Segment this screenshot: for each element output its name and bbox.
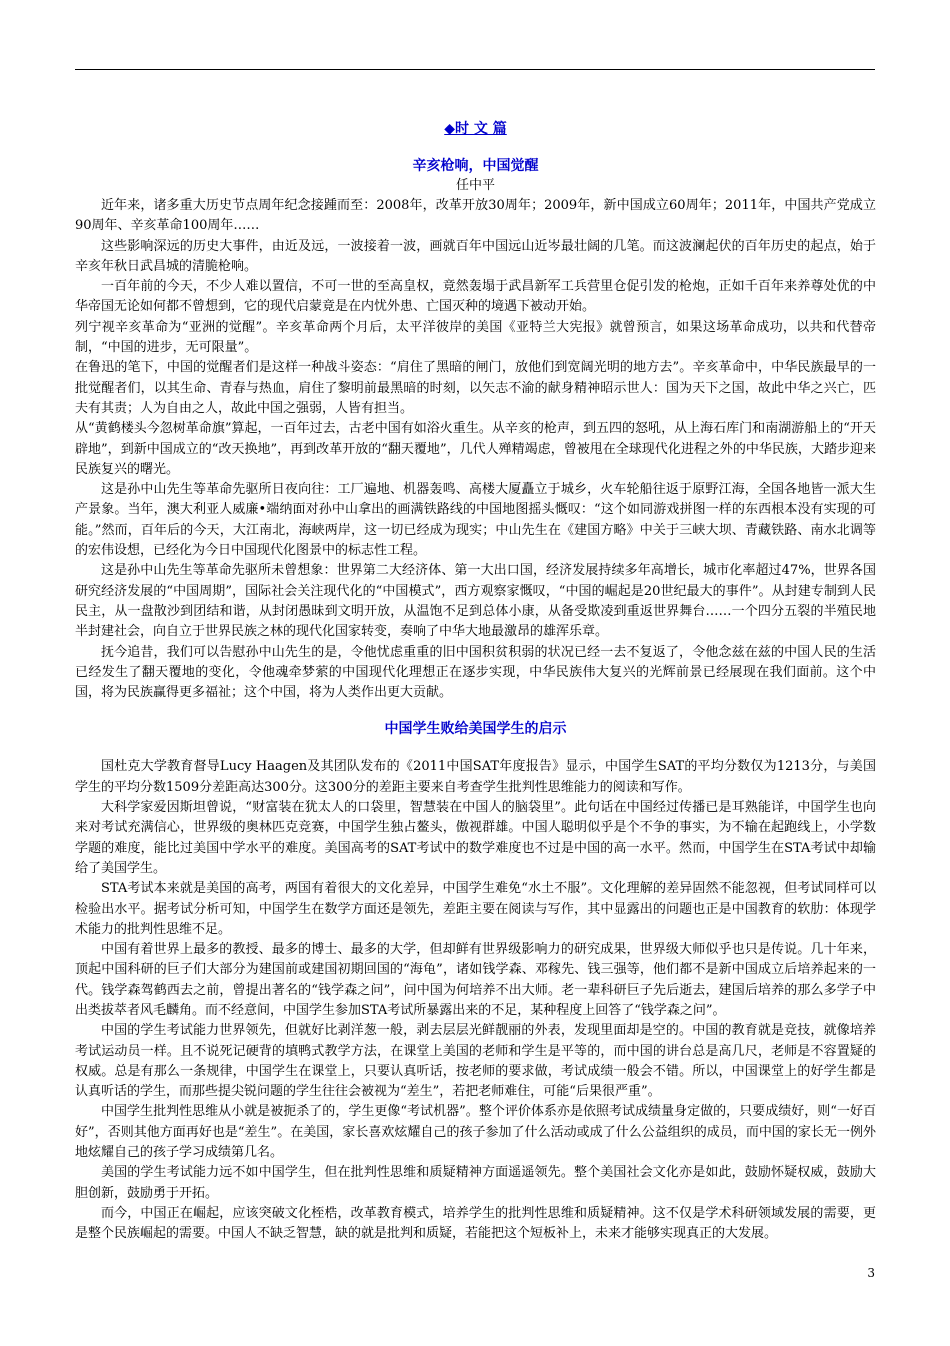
article-title-2: 中国学生败给美国学生的启示 bbox=[384, 721, 567, 738]
paragraph: 在鲁迅的笔下，中国的觉醒者们是这样一种战斗姿态：“肩住了黑暗的闸门，放他们到宽阔光明的地方去”。辛亥革命中，中华民族最早的一批觉醒者们，以其生命、青春与热血，肩住了黎明前最黑暗的时刻，以矢志不渝的献身精神昭示世人：国为天下之国，故此中华之兴亡，匹夫有其责；人为自由之人，故此中国之强弱，人皆有担当。 bbox=[75, 360, 876, 416]
page-content bbox=[75, 118, 876, 1245]
section-heading: ◆时 文 篇 bbox=[444, 121, 507, 137]
page-number: 3 bbox=[867, 1266, 875, 1280]
paragraph: 国杜克大学教育督导Lucy Haagen及其团队发布的《2011中国SAT年度报告》显示，中国学生SAT的平均分数仅为1213分，与美国学生的平均分数1509分差距高达300分。这300分的差距主要来自考查学生批判性思维能力的阅读和写作。 bbox=[75, 759, 876, 795]
paragraph: 这是孙中山先生等革命先驱所日夜向往：工厂遍地、机器轰鸣、高楼大厦矗立于城乡，火车轮船往返于原野江海，全国各地皆一派大生产景象。当年，澳大利亚人威廉•端纳面对孙中山拿出的画满铁路线的中国地图摇头慨叹：“这个如同游戏拼图一样的东西根本没有实现的可能。”然而，百年后的今天，大江南北，海峡两岸，这一切已经成为现实；中山先生在《建国方略》中关于三峡大坝、青藏铁路、南水北调等的宏伟设想，已经化为今日中国现代化图景中的标志性工程。 bbox=[75, 482, 876, 559]
paragraph: 抚今追昔，我们可以告慰孙中山先生的是，令他忧虑重重的旧中国积贫积弱的状况已经一去不复返了，令他念兹在兹的中国人民的生活已经发生了翻天覆地的变化，令他魂牵梦萦的中国现代化理想正在逐步实现，中华民族伟大复兴的光辉前景已经展现在我们面前。这个中国，将为民族赢得更多福祉；这个中国，将为人类作出更大贡献。 bbox=[75, 644, 876, 701]
spacer bbox=[75, 703, 876, 719]
spacer bbox=[75, 739, 876, 757]
paragraph: 中国学生批判性思维从小就是被扼杀了的，学生更像“考试机器”。整个评价体系亦是依照考试成绩量身定做的，只要成绩好，则“一好百好”，否则其他方面再好也是“差生”。在美国，家长喜欢炫耀自己的孩子参加了什么活动或成了什么公益组织的成员，而中国的家长无一例外地炫耀自己的孩子学习成绩第几名。 bbox=[75, 1104, 876, 1161]
paragraph: 美国的学生考试能力远不如中国学生，但在批判性思维和质疑精神方面遥遥领先。整个美国社会文化亦是如此，鼓励怀疑权威，鼓励大胆创新，鼓励勇于开拓。 bbox=[75, 1165, 876, 1201]
paragraph: 从“黄鹤楼头今忽树革命旗”算起，一百年过去，古老中国有如浴火重生。从辛亥的枪声，到五四的怒吼，从上海石库门和南湖游船上的“开天辟地”，到新中国成立的“改天换地”，再到改革开放的“翻天覆地”，几代人殚精竭虑，曾被甩在全球现代化进程之外的中华民族，大踏步迎来民族复兴的曙光。 bbox=[75, 421, 876, 477]
paragraph: 中国的学生考试能力世界领先，但就好比剥洋葱一般，剥去层层光鲜靓丽的外表，发现里面却是空的。中国的教育就是竞技，就像培养考试运动员一样。且不说死记硬背的填鸭式教学方法，在课堂上美国的老师和学生是平等的，而中国的讲台总是高几尺，老师是不容置疑的权威。总是有那么一条规律，中国学生在课堂上，只要认真听话，按老师的要求做，考试成绩一般会不错。所以，中国课堂上的好学生都是认真听话的学生，而那些提尖锐问题的学生往往会被视为“差生”，若把老师难住，可能“后果很严重”。 bbox=[75, 1023, 876, 1100]
paragraph: 大科学家爱因斯坦曾说，“财富装在犹太人的口袋里，智慧装在中国人的脑袋里”。此句话在中国经过传播已是耳熟能详，中国学生也向来对考试充满信心，世界级的奥林匹克竞赛，中国学生独占鳌头，傲视群雄。中国人聪明似乎是个不争的事实，为不输在起跑线上，小学数学题的难度，能比过美国中学水平的难度。美国高考的SAT考试中的数学难度也不过是中国的高一水平。然而，中国学生在STA考试中却输给了美国学生。 bbox=[75, 800, 876, 876]
paragraph: 中国有着世界上最多的教授、最多的博士、最多的大学，但却鲜有世界级影响力的研究成果，世界级大师似乎也只是传说。几十年来，顶起中国科研的巨子们大部分为建国前或建国初期回国的“海龟”，诸如钱学森、邓稼先、钱三强等，他们都不是新中国成立后培养起来的一代。钱学森驾鹤西去之前，曾提出著名的“钱学森之问”，问中国为何培养不出大师。老一辈科研巨子先后逝去，建国后培养的那么多学子中出类拔萃者风毛麟角。而不经意间，中国学生参加STA考试所暴露出来的不足，某种程度上回答了“钱学森之问”。 bbox=[75, 942, 876, 1018]
paragraph: 这是孙中山先生等革命先驱所未曾想象：世界第二大经济体、第一大出口国，经济发展持续多年高增长，城市化率超过47%，世界各国研究经济发展的“中国周期”，国际社会关注现代化的“中国模式”，西方观察家慨叹，“中国的崛起是20世纪最大的事件”。从封建专制到人民民主，从一盘散沙到团结和谐，从封闭愚昧到文明开放，从温饱不足到总体小康，从备受欺凌到重返世界舞台……一个四分五裂的半殖民地半封建社会，向自立于世界民族之林的现代化国家转变，奏响了中华大地最激昂的雄浑乐章。 bbox=[75, 563, 876, 640]
paragraph: STA考试本来就是美国的高考，两国有着很大的文化差异，中国学生难免“水土不服”。文化理解的差异固然不能忽视，但考试同样可以检验出水平。据考试分析可知，中国学生在数学方面还是领先，差距主要在阅读与写作，其中显露出的问题也正是中国教育的软肋：体现学术能力的批判性思维不足。 bbox=[75, 881, 876, 937]
header-rule bbox=[75, 69, 875, 70]
article-author: 任中平 bbox=[455, 178, 495, 193]
paragraph: 而今，中国正在崛起，应该突破文化桎梏，改革教育模式，培养学生的批判性思维和质疑精神。这不仅是学术科研领域发展的需要，更是整个民族崛起的需要。中国人不缺乏智慧，缺的就是批判和质疑，若能把这个短板补上，未来才能够实现真正的大发展。 bbox=[75, 1205, 876, 1242]
article-title-1: 辛亥枪响，中国觉醒 bbox=[412, 158, 539, 174]
paragraph: 列宁视辛亥革命为“亚洲的觉醒”。辛亥革命两个月后，太平洋彼岸的美国《亚特兰大宪报》就曾预言，如果这场革命成功，以共和代替帝制，“中国的进步，无可限量”。 bbox=[75, 319, 876, 356]
paragraph: 近年来，诸多重大历史节点周年纪念接踵而至：2008年，改革开放30周年；2009年，新中国成立60周年；2011年，中国共产党成立90周年、辛亥革命100周年…… bbox=[75, 198, 876, 234]
paragraph: 这些影响深远的历史大事件，由近及远，一波接着一波，画就百年中国远山近岑最壮阔的几笔。而这波澜起伏的百年历史的起点，始于辛亥年秋日武昌城的清脆枪响。 bbox=[75, 238, 876, 274]
paragraph: 一百年前的今天，不少人难以置信，不可一世的至高皇权，竟然轰塌于武昌新军工兵营里仓促引发的枪炮，正如千百年来养尊处优的中华帝国无论如何都不曾想到，它的现代启蒙竟是在内忧外患、亡国灭种的境遇下被动开始。 bbox=[75, 279, 876, 315]
